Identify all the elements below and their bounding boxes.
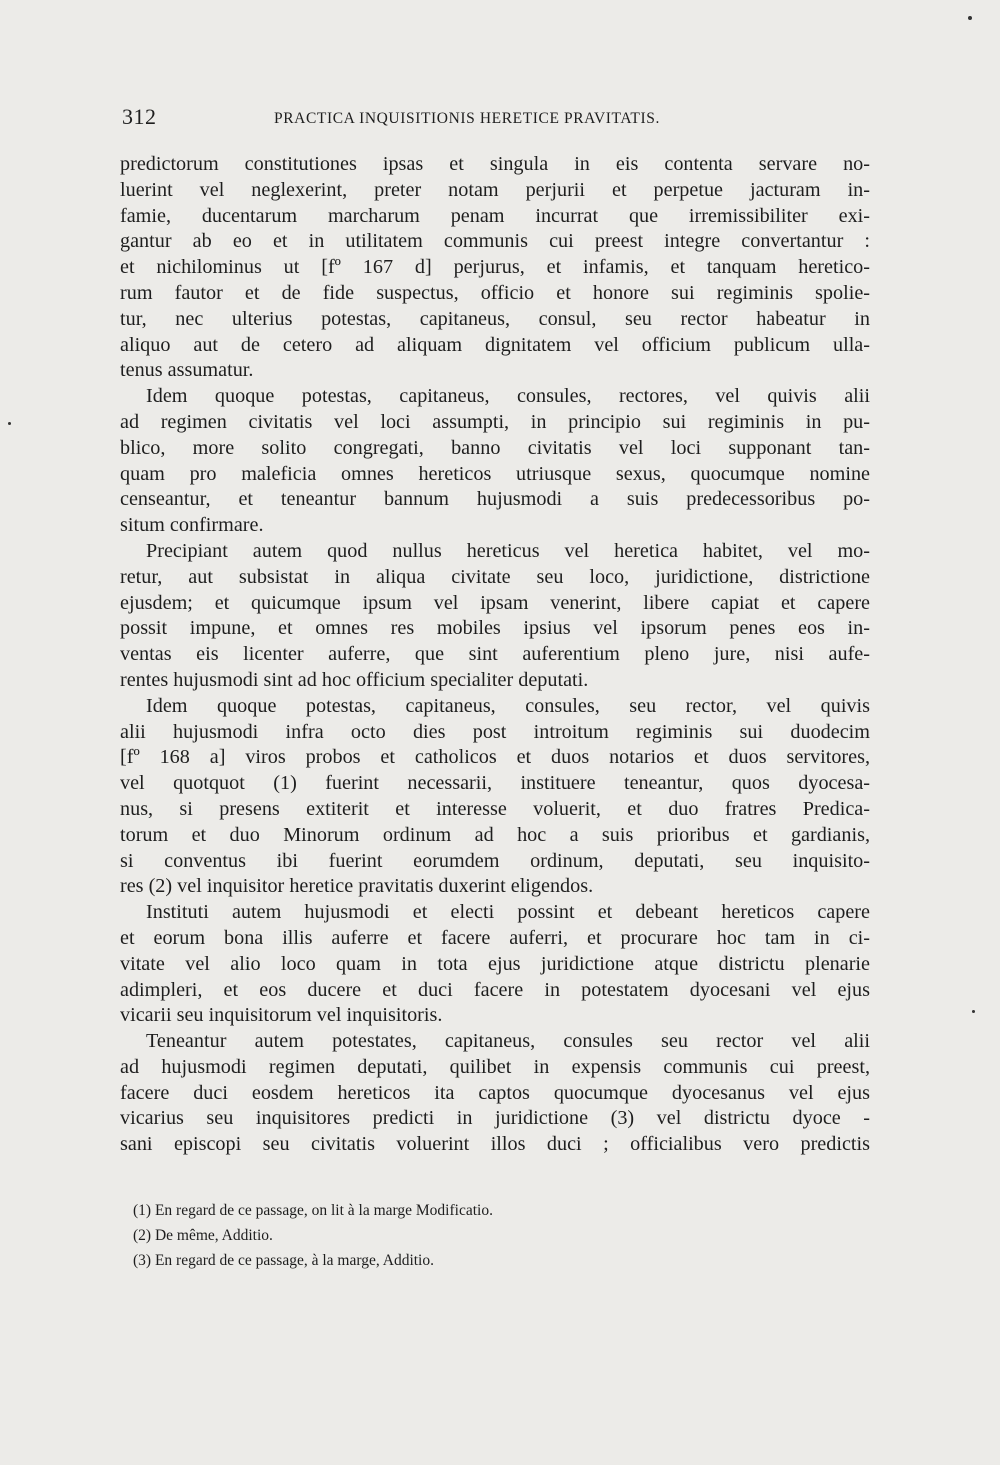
text-line: predictorum constitutiones ipsas et singula in eis contenta servare no- — [120, 153, 870, 175]
footnote-2: (2) De même, Additio. — [133, 1227, 273, 1244]
page-number: 312 — [122, 104, 157, 129]
text-line: sani episcopi seu civitatis voluerint illos duci ; officialibus vero predictis — [120, 1133, 870, 1156]
text-line: adimpleri, et eos ducere et duci facere in potestatem dyocesani vel ejus — [120, 978, 870, 1001]
text-line: vicarius seu inquisitores predicti in juridictione (3) vel districtu dyoce - — [120, 1107, 870, 1130]
paragraph-start: Instituti autem hujusmodi et electi possint et debeant hereticos capere — [146, 901, 870, 924]
text-line: blico, more solito congregati, banno civitatis vel loci supponant tan- — [120, 436, 870, 459]
paragraph-start: Teneantur autem potestates, capitaneus, consules seu rector vel alii — [146, 1030, 870, 1053]
scan-speck — [972, 1010, 975, 1013]
page-header — [122, 104, 870, 138]
text-line: alii hujusmodi infra octo dies post introitum regiminis sui duodecim — [120, 720, 870, 743]
text-line: aliquo aut de cetero ad aliquam dignitatem vel officium publicum ulla- — [120, 333, 870, 356]
scan-speck — [968, 16, 972, 20]
text-line: vitate vel alio loco quam in tota ejus juridictione atque districtu plenarie — [120, 952, 870, 975]
paragraph-start: Precipiant autem quod nullus hereticus vel heretica habitet, vel mo- — [146, 539, 870, 562]
paragraph-start: Idem quoque potestas, capitaneus, consules, rectores, vel quivis alii — [146, 385, 870, 408]
text-line: et eorum bona illis auferre et facere auferri, et procurare hoc tam in ci- — [120, 926, 870, 949]
text-line: ejusdem; et quicumque ipsum vel ipsam venerint, libere capiat et capere — [120, 591, 870, 614]
text-line: retur, aut subsistat in aliqua civitate seu loco, juridictione, districtione — [120, 565, 870, 588]
text-line: situm confirmare. — [120, 514, 264, 537]
running-title: PRACTICA INQUISITIONIS HERETICE PRAVITATIS. — [274, 110, 660, 127]
text-line: ad hujusmodi regimen deputati, quilibet in expensis communis cui preest, — [120, 1055, 870, 1078]
text-line: vel quotquot (1) fuerint necessarii, instituere teneantur, quos dyocesa- — [120, 772, 870, 795]
text-line: censeantur, et teneantur bannum hujusmodi a suis predecessoribus po- — [120, 488, 870, 511]
text-line: ventas eis licenter auferre, que sint auferentium pleno jure, nisi aufe- — [120, 643, 870, 666]
text-line: et nichilominus ut [fº 167 d] perjurus, et infamis, et tanquam heretico- — [120, 256, 870, 279]
paragraph-start: Idem quoque potestas, capitaneus, consules, seu rector, vel quivis — [146, 694, 870, 717]
text-line: vicarii seu inquisitorum vel inquisitoris. — [120, 1004, 443, 1027]
text-line: [fº 168 a] viros probos et catholicos et duos notarios et duos servitores, — [120, 746, 870, 769]
text-line: rum fautor et de fide suspectus, officio et honore sui regiminis spolie- — [120, 281, 870, 304]
text-line: tur, nec ulterius potestas, capitaneus, consul, seu rector habeatur in — [120, 307, 870, 330]
footnote-3: (3) En regard de ce passage, à la marge, Additio. — [133, 1252, 434, 1269]
text-line: tenus assumatur. — [120, 359, 254, 382]
body-text — [120, 152, 870, 1158]
text-line: quam pro maleficia omnes hereticos utriusque sexus, quocumque nomine — [120, 462, 870, 485]
footnote-1: (1) En regard de ce passage, on lit à la marge Modificatio. — [133, 1202, 493, 1219]
text-line: famie, ducentarum marcharum penam incurrat que irremissibiliter exi- — [120, 204, 870, 227]
scan-speck — [8, 422, 11, 425]
text-line: nus, si presens extiterit et interesse voluerit, et duo fratres Predica- — [120, 797, 870, 820]
footnotes — [133, 1198, 653, 1273]
text-line: ad regimen civitatis vel loci assumpti, in principio sui regiminis in pu- — [120, 410, 870, 433]
text-line: possit impune, et omnes res mobiles ipsius vel ipsorum penes eos in- — [120, 617, 870, 640]
text-line: gantur ab eo et in utilitatem communis cui preest integre convertantur : — [120, 230, 870, 253]
text-line: si conventus ibi fuerint eorumdem ordinum, deputati, seu inquisito- — [120, 849, 870, 872]
text-line: torum et duo Minorum ordinum ad hoc a suis prioribus et gardianis, — [120, 823, 870, 846]
text-line: rentes hujusmodi sint ad hoc officium specialiter deputati. — [120, 668, 589, 691]
text-line: luerint vel neglexerint, preter notam perjurii et perpetue jacturam in- — [120, 178, 870, 201]
text-line: facere duci eosdem hereticos ita captos quocumque dyocesanus vel ejus — [120, 1081, 870, 1104]
text-line: res (2) vel inquisitor heretice pravitatis duxerint eligendos. — [120, 875, 594, 898]
